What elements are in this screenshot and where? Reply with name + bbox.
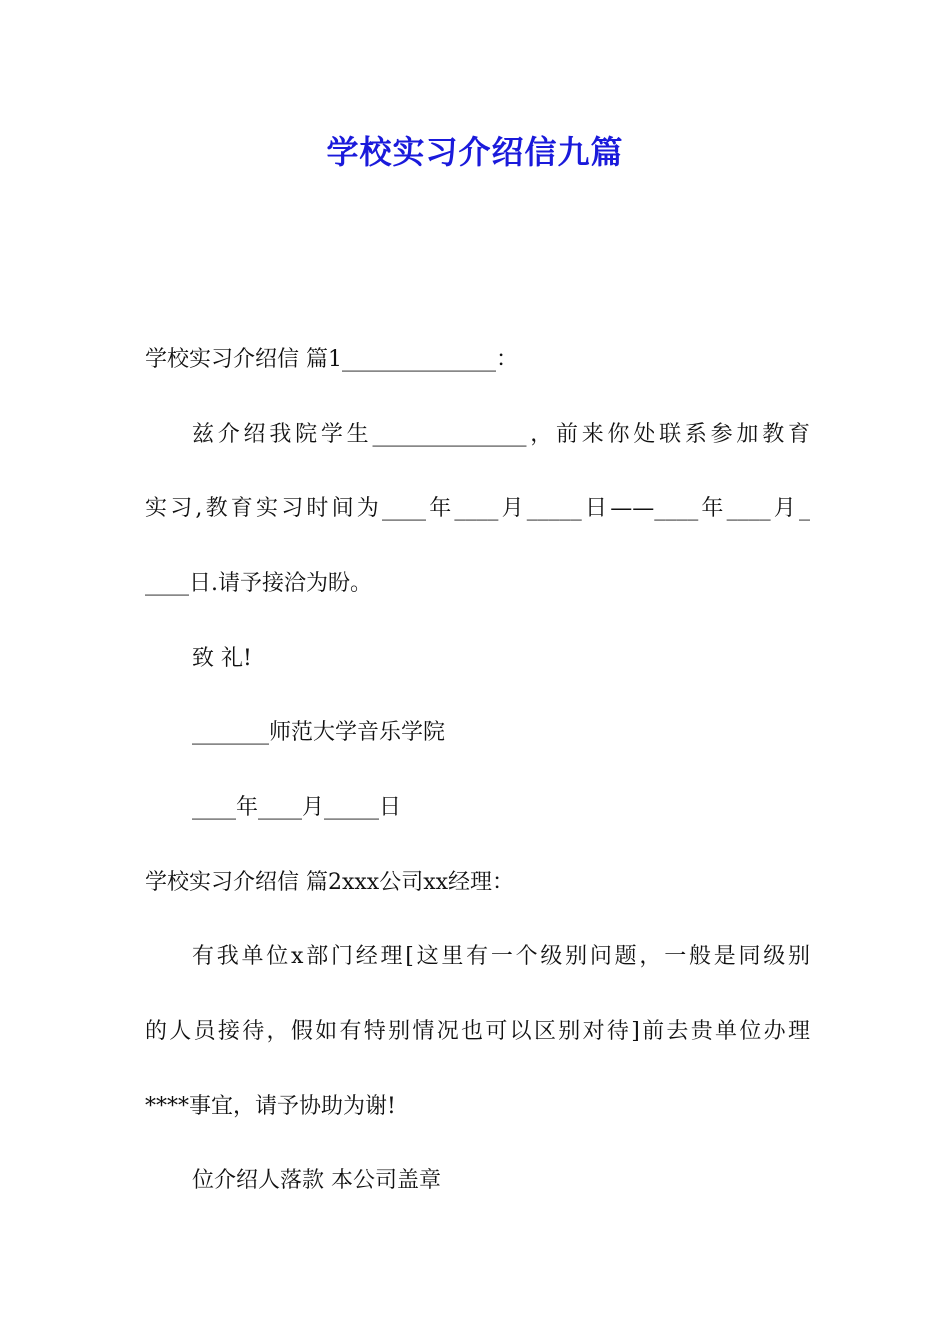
letter2-paragraph-line: 有我单位x部门经理[这里有一个级别问题，一般是同级别: [192, 944, 810, 969]
letter1-paragraph-line: 实习,教育实习时间为____年____月_____日——____年____月_: [145, 496, 810, 521]
letter2-paragraph-line: ****事宜，请予协助为谢!: [145, 1094, 396, 1119]
letter1-heading: 学校实习介绍信 篇1______________：: [145, 347, 518, 372]
letter2-heading: 学校实习介绍信 篇2xxx公司xx经理：: [145, 870, 515, 895]
letter2-signature: 位介绍人落款 本公司盖章: [192, 1168, 441, 1193]
letter1-signature: _______师范大学音乐学院: [192, 720, 446, 745]
letter1-paragraph-line: ____日.请予接洽为盼。: [145, 571, 372, 596]
document-title: 学校实习介绍信九篇: [326, 133, 624, 171]
letter1-salutation: 致 礼!: [192, 646, 252, 671]
letter1-paragraph-line: 兹介绍我院学生______________，前来你处联系参加教育: [192, 422, 810, 447]
letter2-paragraph-line: 的人员接待，假如有特别情况也可以区别对待]前去贵单位办理: [145, 1019, 810, 1044]
letter1-date: ____年____月_____日: [192, 795, 402, 820]
